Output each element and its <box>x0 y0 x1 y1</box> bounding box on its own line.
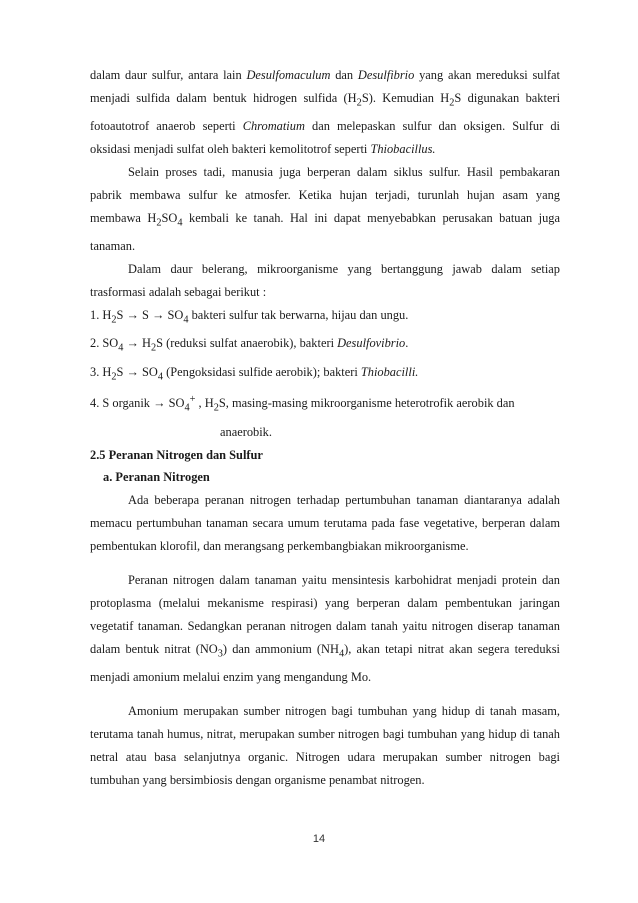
list-item: 2. $SO_4 \to H_2S$ (reduksi sulfat anaerobik), bakteri Desulfovibrio. <box>90 336 409 354</box>
paragraph-transformations-intro: Dalam daur belerang, mikroorganisme yang bertanggung jawab dalam setiap trasformasi adalah sebagai berikut : <box>90 262 560 300</box>
list-item-continuation: anaerobik. <box>220 424 272 439</box>
transformation-list <box>90 304 560 444</box>
paragraph-nitrogen-in-plants: Peranan nitrogen dalam tanaman yaitu mensintesis karbohidrat menjadi protein dan protoplasma (melalui mekanisme respirasi) yang berperan dalam pembentukan jaringan vegetatif tanaman. Sedangkan peranan nitrogen dalam tanah yaitu nitrogen diserap tanaman dalam bentuk nitrat $(NO_3)$ dan ammonium $(NH_4)$, akan tetapi nitrat akan segera tereduksi menjadi amonium melalui enzim yang mengandung Mo. <box>90 573 560 685</box>
section-heading: 2.5 Peranan Nitrogen dan Sulfur <box>90 447 263 462</box>
paragraph-human-role: Selain proses tadi, manusia juga berperan dalam siklus sulfur. Hasil pembakaran pabrik membawa sulfur ke atmosfer. Ketika hujan terjadi, turunlah hujan asam yang membawa $H_2SO_4$ kembali ke tanah. Hal ini dapat menyebabkan perusakan batuan juga tanaman. <box>90 165 560 254</box>
subsection-heading: a. Peranan Nitrogen <box>103 470 210 485</box>
paragraph-sulfur-bacteria: dalam daur sulfur, antara lain Desulfomaculum dan Desulfibrio yang akan mereduksi sulfat menjadi sulfida dalam bentuk hidrogen sulfida $(H_2S)$. Kemudian $H_2S$ digunakan bakteri fotoautotrof anaerob seperti Chromatium dan melepaskan sulfur dan oksigen. Sulfur di oksidasi menjadi sulfat oleh bakteri kemolitotrof seperti Thiobacillus. <box>90 68 561 157</box>
list-item: 4. S organik → $SO_4^+$ , $H_2S$, masing-masing mikroorganisme heterotrofik aerobik dan <box>90 394 515 414</box>
paragraph-nitrogen-roles: Ada beberapa peranan nitrogen terhadap pertumbuhan tanaman diantaranya adalah memacu pertumbuhan tanaman secara umum terutama pada fase vegetative, berperan dalam pembentukan klorofil, dan merangsang perkembangbiakan mikroorganisme. <box>90 493 560 554</box>
list-item: 1. $H_2S \to S \to SO_4$ bakteri sulfur tak berwarna, hijau dan ungu. <box>90 308 409 326</box>
body-text <box>90 64 560 792</box>
list-item: 3. $H_2S \to SO_4$ (Pengoksidasi sulfide aerobik); bakteri Thiobacilli. <box>90 364 419 383</box>
paragraph-ammonium-nitrate: Amonium merupakan sumber nitrogen bagi tumbuhan yang hidup di tanah masam, terutama tanah humus, nitrat, merupakan sumber nitrogen bagi tumbuhan yang hidup di tanah netral atau basa selanjutnya organic. Nitrogen udara merupakan sumber nitrogen bagi tumbuhan yang bersimbiosis dengan organisme penambat nitrogen. <box>90 704 560 787</box>
page-number: 14 <box>312 833 326 845</box>
